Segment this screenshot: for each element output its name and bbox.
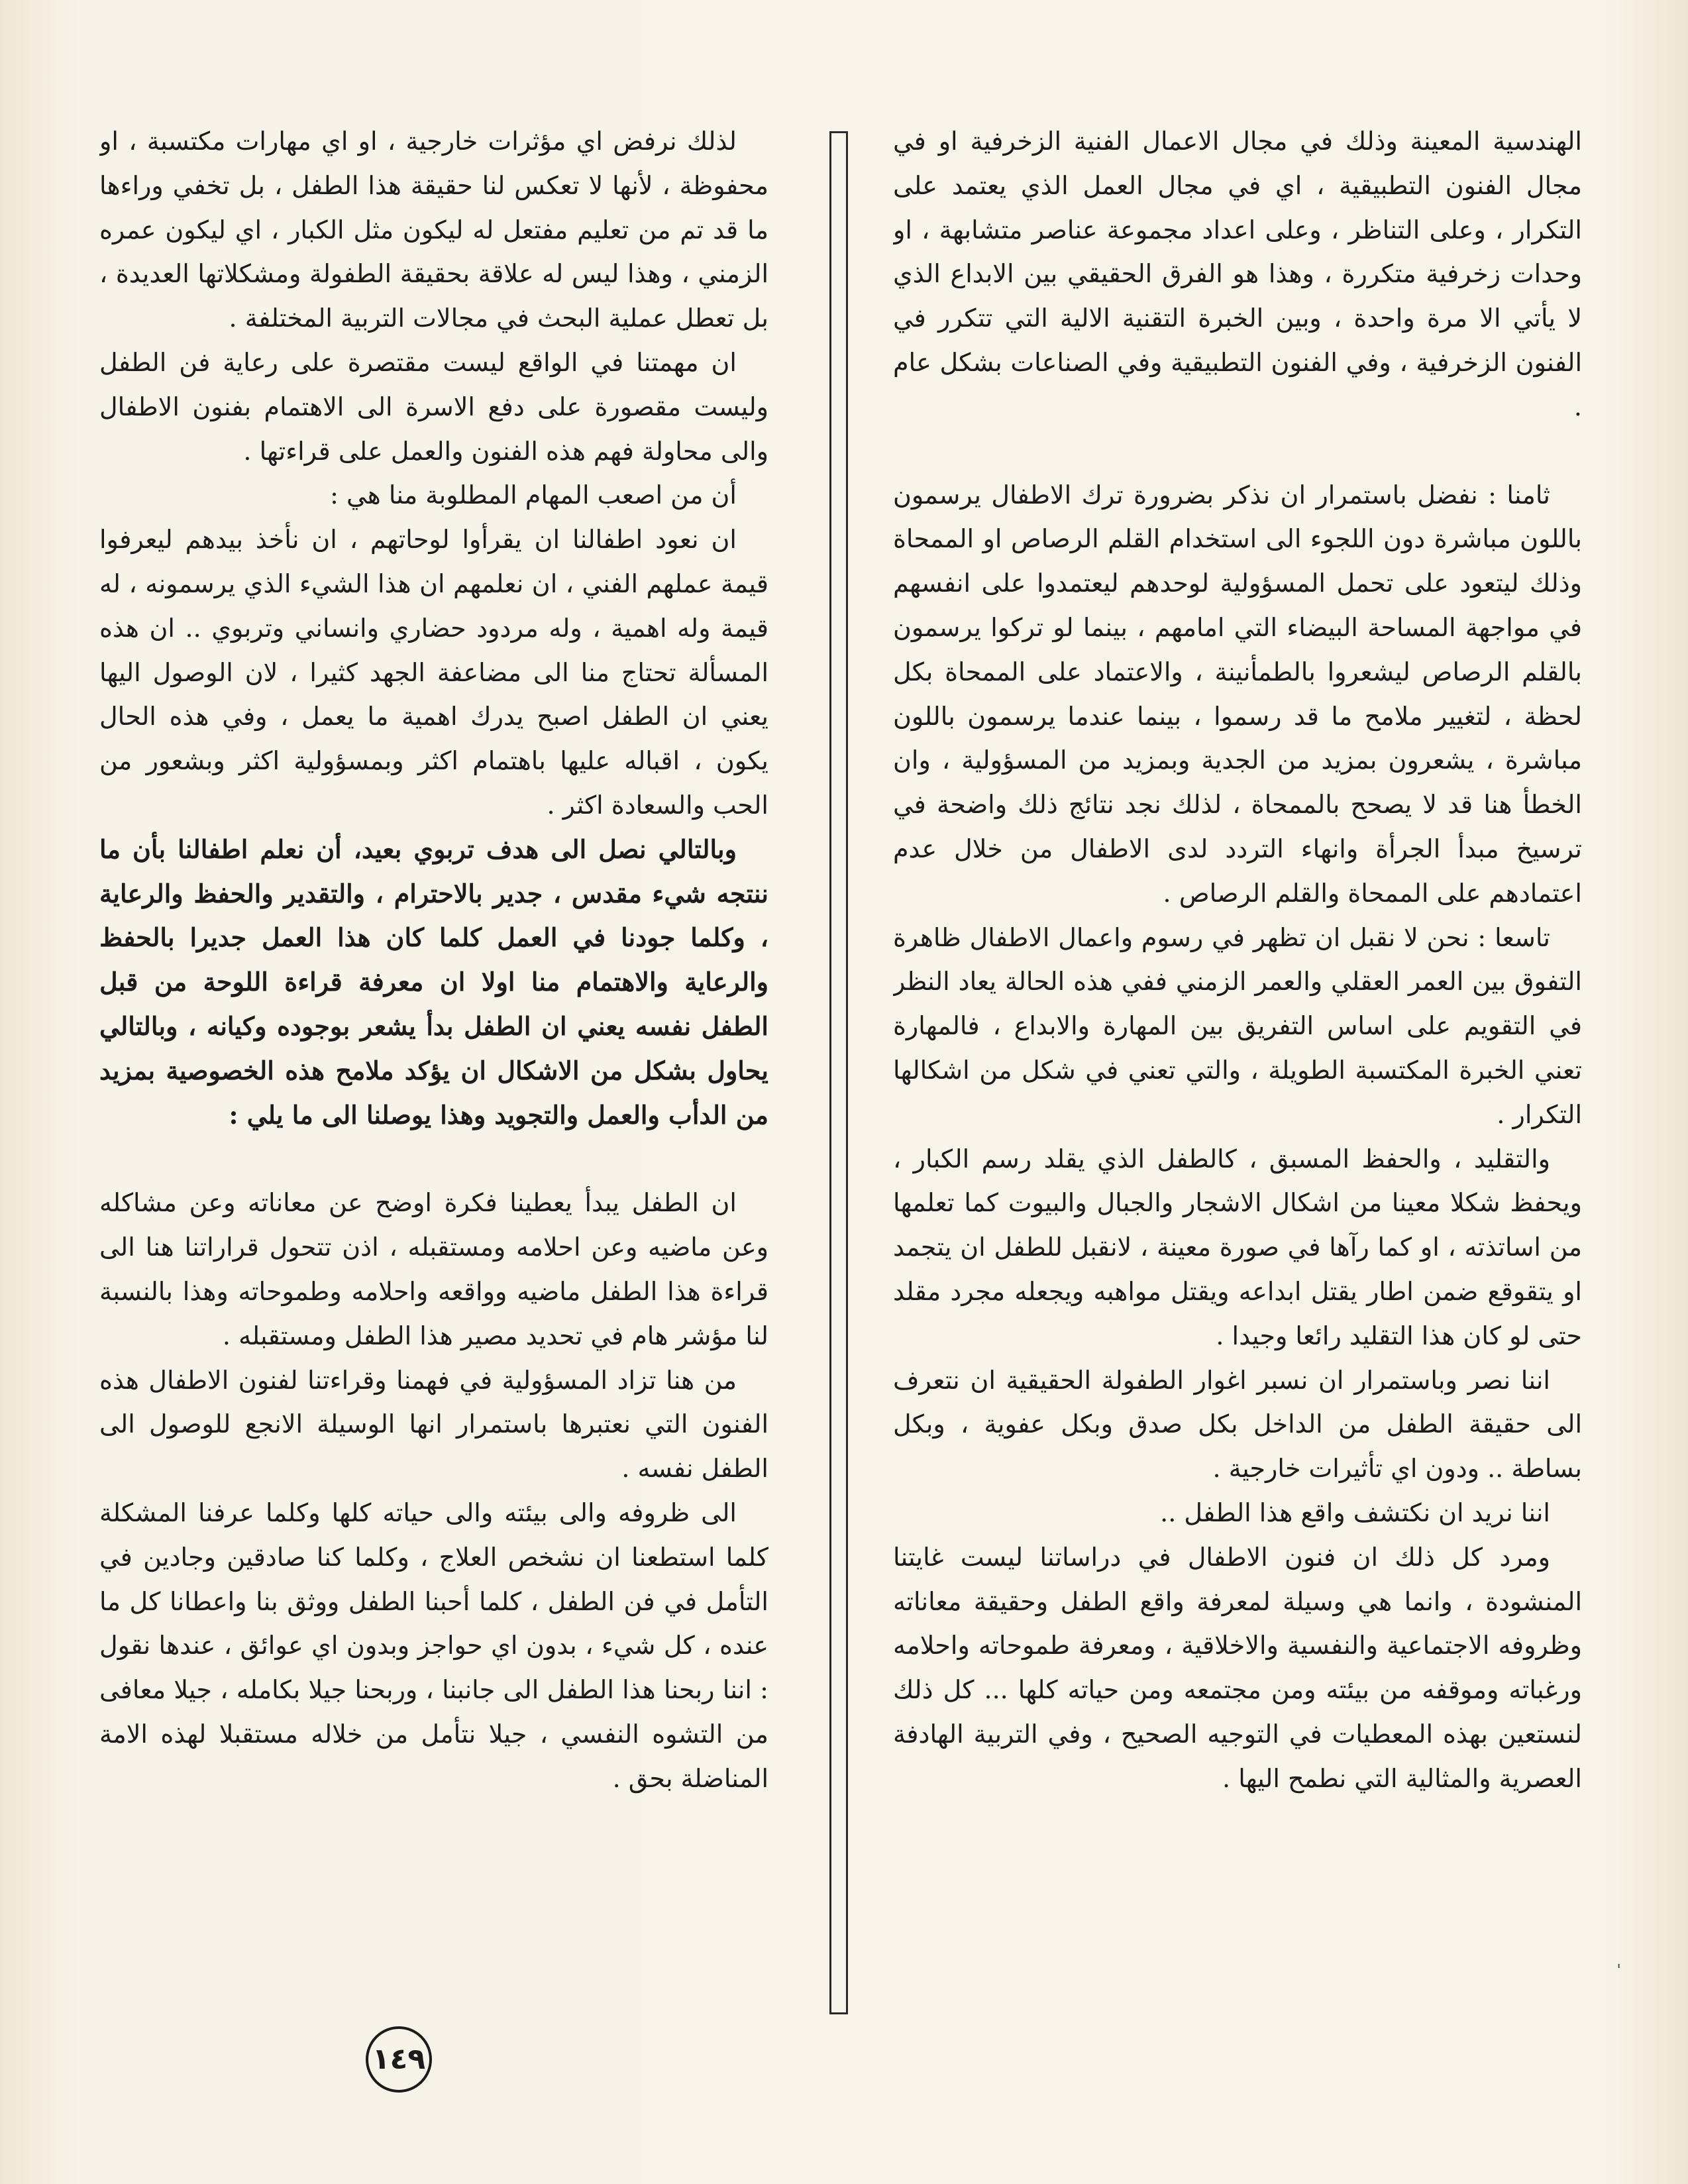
paragraph-educational-goal: وبالتالي نصل الى هدف تربوي بعيد، أن نعلم اطفالنا بأن ما ننتجه شيء مقدس ، جدير بالاحترام ، والتقدير والحفظ والرعاية ، وكلما جودنا في العمل كلما كان هذا العمل جديرا بالحفظ والرعاية والاهتمام منا اولا ان معرفة قراءة اللوحة من قبل الطفل نفسه يعني ان الطفل بدأ يشعر بوجوده وكيانه ، وبالتالي يحاول بشكل من الاشكال ان يؤكد ملامح هذه الخصوصية بمزيد من الدأب والعمل والتجويد وهذا يوصلنا الى ما يلي : [99, 834, 768, 1130]
paragraph-reject-influences: لذلك نرفض اي مؤثرات خارجية ، او اي مهارات مكتسبة ، او محفوظة ، لأنها لا تعكس لنا حقيقة هذا الطفل ، بل تخفي وراءها ما قد تم من تعليم مفتعل له ليكون مثل الكبار ، اي ليكون عمره الزمني ، وهذا ليس له علاقة بحقيقة الطفولة ومشكلاتها العديدة ، بل تعطل عملية البحث في مجالات التربية المختلفة . [99, 127, 768, 333]
left-text-column [99, 119, 768, 2021]
paragraph-hardest-tasks: أن من اصعب المهام المطلوبة منا هي : [330, 480, 737, 510]
paragraph-gap [99, 1137, 768, 1181]
paragraph-intro: الهندسية المعينة وذلك في مجال الاعمال الفنية الزخرفية او في مجال الفنون التطبيقية ، اي في مجال العمل الذي يعتمد على التكرار ، وعلى التناظر ، وعلى اعداد مجموعة عناصر متشابهة ، او وحدات زخرفية متكررة ، وهذا هو الفرق الحقيقي بين الابداع الذي لا يأتي الا مرة واحدة ، وبين الخبرة التقنية الالية التي تتكرر في الفنون الزخرفية ، وفي الفنون التطبيقية وفي الصناعات بشكل عام . [893, 127, 1582, 421]
paragraph-eighth: ثامنا : نفضل باستمرار ان نذكر بضرورة ترك الاطفال يرسمون باللون مباشرة دون اللجوء الى استخدام القلم الرصاص او الممحاة وذلك ليتعود على تحمل المسؤولية لوحدهم ليعتمدوا على انفسهم في مواجهة المساحة البيضاء التي امامهم ، بينما لو تركوا يرسمون بالقلم الرصاص ليشعروا بالطمأنينة ، والاعتماد على الممحاة بكل لحظة ، لتغيير ملامح ما قد رسموا ، بينما عندما يرسمون باللون مباشرة ، يشعرون بمزيد من الجدية وبمزيد من المسؤولية ، وان الخطأ هنا قد لا يصحح بالممحاة ، لذلك نجد نتائج ذلك واضحة في ترسيخ مبدأ الجرأة وانهاء التردد لدى الاطفال من خلال عدم اعتمادهم على الممحاة والقلم الرصاص . [893, 480, 1582, 908]
paragraph-childhood: اننا نصر وباستمرار ان نسبر اغوار الطفولة الحقيقية ان نتعرف الى حقيقة الطفل من الداخل بكل صدق وبكل عفوية ، وبكل بساطة .. ودون اي تأثيرات خارجية . [893, 1365, 1582, 1484]
paragraph-ninth: تاسعا : نحن لا نقبل ان تظهر في رسوم واعمال الاطفال ظاهرة التفوق بين العمر العقلي والعمر الزمني ففي هذه الحالة يعاد النظر في التقويم على اساس التفريق بين المهارة والابداع ، فالمهارة تعني الخبرة المكتسبة الطويلة ، والتي تعني في شكل من اشكالها التكرار . [893, 922, 1582, 1129]
paragraph-responsibility: من هنا تزاد المسؤولية في فهمنا وقراءتنا لفنون الاطفال هذه الفنون التي نعتبرها باستمرار انها الوسيلة الانجع للوصول الى الطفل نفسه . [99, 1365, 768, 1484]
paragraph-teach-reading: ان نعود اطفالنا ان يقرأوا لوحاتهم ، ان نأخذ بيدهم ليعرفوا قيمة عملهم الفني ، ان نعلمهم ان هذا الشيء الذي يرسمونه ، له قيمة وله اهمية ، وله مردود حضاري وانساني وتربوي .. ان هذه المسألة تحتاج منا الى مضاعفة الجهد كثيرا ، لان الوصول اليها يعني ان الطفل اصبح يدرك اهمية ما يعمل ، وفي هذه الحال يكون ، اقباله عليها باهتمام اكثر وبمسؤولية اكثر وبشعور من الحب والسعادة اكثر . [99, 525, 768, 820]
page-number-badge: ١٤٩ [366, 2026, 432, 2093]
paragraph-child-ideas: ان الطفل يبدأ يعطينا فكرة اوضح عن معاناته وعن مشاكله وعن ماضيه وعن احلامه ومستقبله ، اذن تتحول قراراتنا هنا الى قراءة هذا الطفل ماضيه وواقعه واحلامه وطموحاته وهذا بالنسبة لنا مؤشر هام في تحديد مصير هذا الطفل ومستقبله . [99, 1188, 768, 1350]
paragraph-mission: ان مهمتنا في الواقع ليست مقتصرة على رعاية فن الطفل وليست مقصورة على دفع الاسرة الى الاهتمام بفنون الاطفال والى محاولة فهم هذه الفنون والعمل على قراءتها . [99, 347, 768, 466]
paragraph-purpose: ومرد كل ذلك ان فنون الاطفال في دراساتنا ليست غايتنا المنشودة ، وانما هي وسيلة لمعرفة واقع الطفل وحقيقة معاناته وظروفه الاجتماعية والنفسية والاخلاقية ، ومعرفة طموحاته واحلامه ورغباته وموقفه من بيئته ومن مجتمعه ومن حياته كلها ... كل ذلك لنستعين بهذه المعطيات في التوجيه الصحيح ، وفي التربية الهادفة العصرية والمثالية التي نطمح اليها . [893, 1542, 1582, 1793]
paragraph-conclusion: الى ظروفه والى بيئته والى حياته كلها وكلما عرفنا المشكلة كلما استطعنا ان نشخص العلاج ، وكلما كنا صادقين وجادين في التأمل في فن الطفل ، كلما أحبنا الطفل ووثق بنا واعطانا كل ما عنده ، كل شيء ، بدون اي حواجز وبدون اي عوائق ، عندها نقول : اننا ربحنا هذا الطفل الى جانبنا ، وربحنا جيلا بكامله ، جيلا معافى من التشوه النفسي ، جيلا نتأمل من خلاله مستقبلا لهذه الامة المناضلة بحق . [99, 1498, 768, 1793]
column-divider [829, 131, 848, 2014]
right-text-column [893, 119, 1582, 2021]
paragraph-discover: اننا نريد ان نكتشف واقع هذا الطفل .. [1160, 1498, 1550, 1527]
scan-mark: ˌ [1616, 1951, 1622, 1971]
paragraph-imitation: والتقليد ، والحفظ المسبق ، كالطفل الذي يقلد رسم الكبار ، ويحفظ شكلا معينا من اشكال الاشجار والجبال والبيوت كما تعلمها من اساتذته ، او كما رآها في صورة معينة ، لانقبل للطفل ان يتجمد او يتقوقع ضمن اطار يقتل ابداعه ويقتل مواهبه ويجعله مجرد مقلد حتى لو كان هذا التقليد رائعا وجيدا . [893, 1144, 1582, 1350]
paragraph-gap [893, 429, 1582, 473]
